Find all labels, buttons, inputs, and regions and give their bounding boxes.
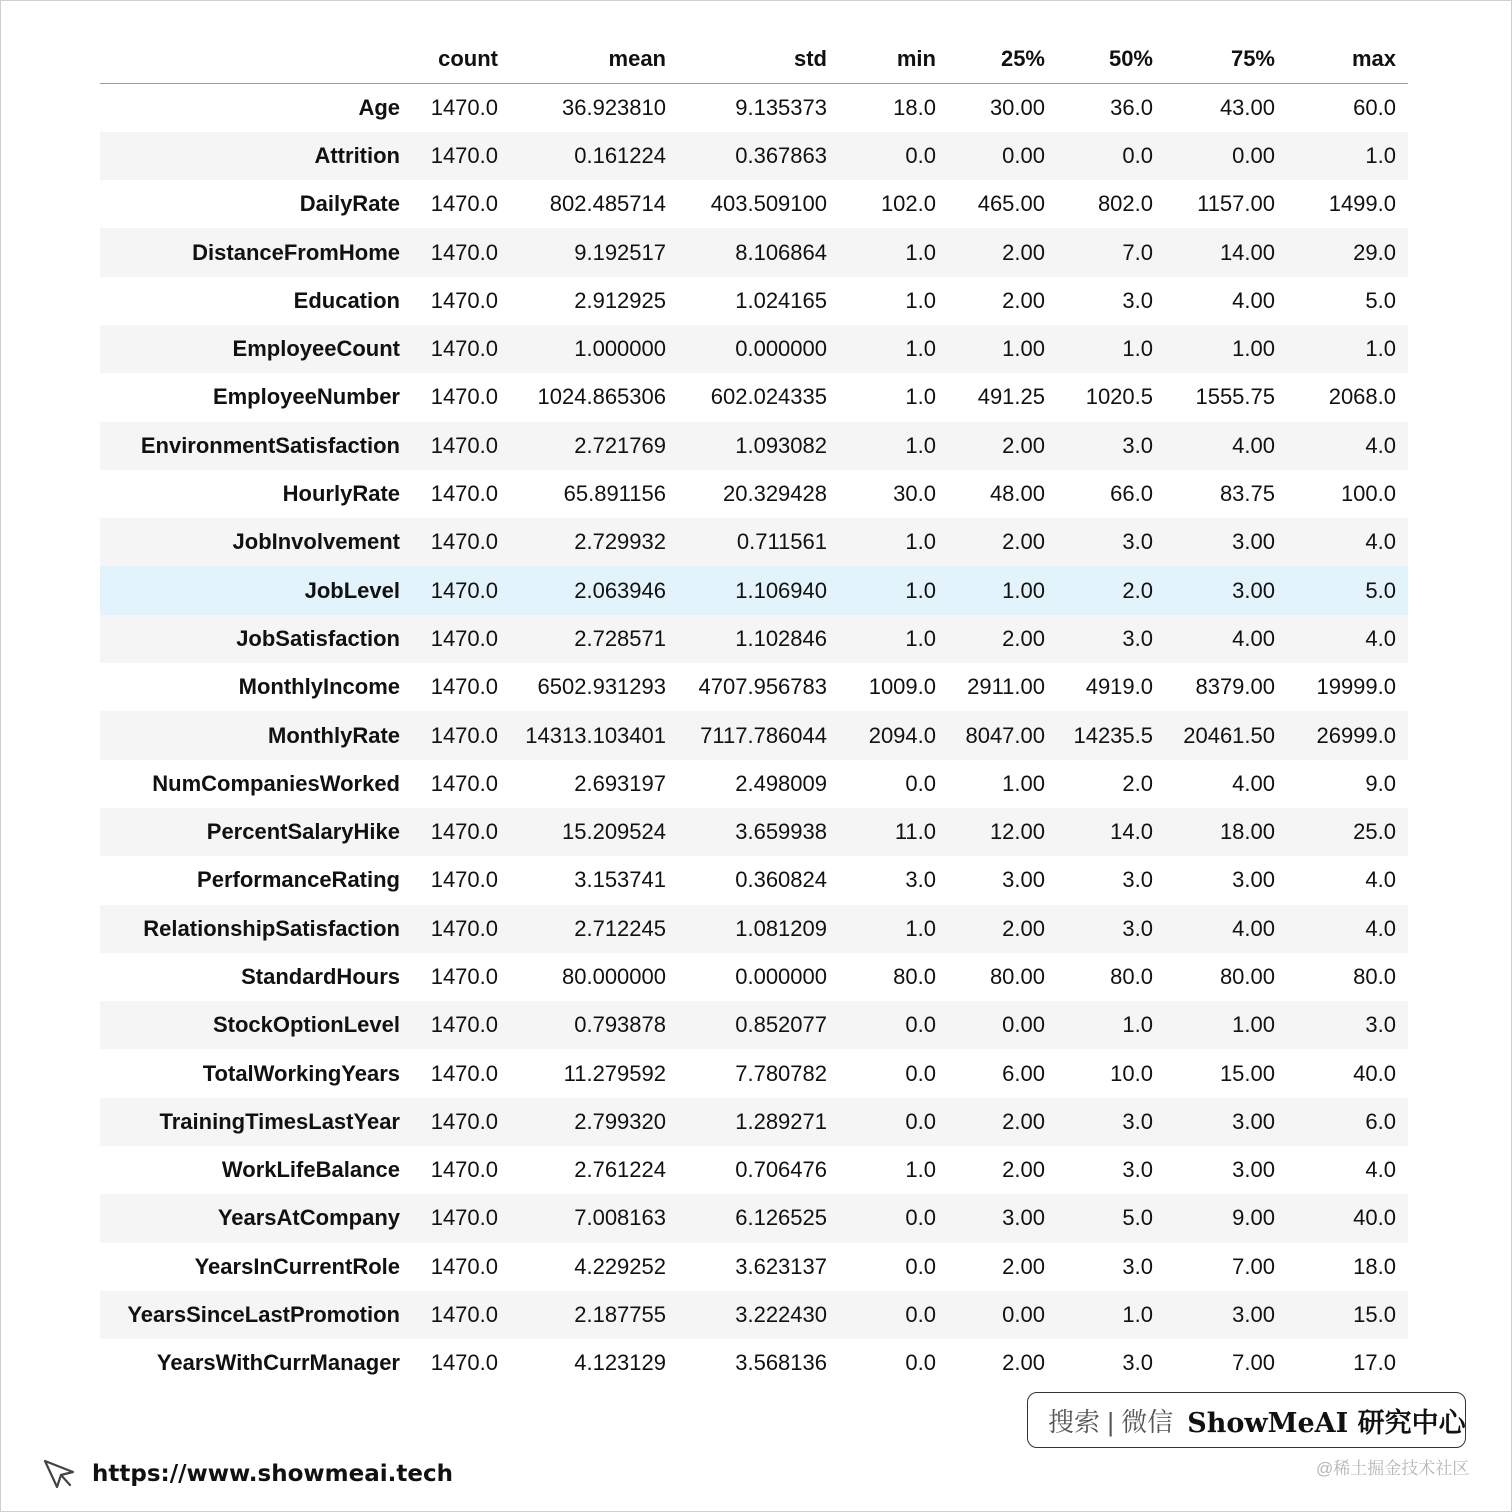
cell-std: 20.329428 [723, 481, 827, 507]
table-row [100, 373, 1408, 421]
table-row [100, 1194, 1408, 1242]
cell-count: 1470.0 [430, 1205, 498, 1231]
cell-50pct: 80.0 [1110, 963, 1153, 989]
cell-std: 7117.786044 [700, 722, 827, 748]
cell-count: 1470.0 [430, 1253, 498, 1279]
cell-25pct: 2.00 [1002, 915, 1045, 941]
row-label: EnvironmentSatisfaction [140, 432, 400, 458]
cell-75pct: 1555.75 [1195, 384, 1275, 410]
row-label: StockOptionLevel [212, 1012, 400, 1038]
cell-25pct: 2.00 [1002, 1157, 1045, 1183]
cell-50pct: 0.0 [1122, 142, 1153, 168]
cell-25pct: 2.00 [1002, 625, 1045, 651]
table-header [100, 35, 1408, 84]
cell-75pct: 4.00 [1232, 915, 1275, 941]
cell-min: 1.0 [905, 915, 936, 941]
cell-count: 1470.0 [430, 577, 498, 603]
cell-75pct: 18.00 [1219, 819, 1275, 845]
cell-count: 1470.0 [430, 239, 498, 265]
cell-mean: 11.279592 [563, 1060, 666, 1086]
cell-mean: 9.192517 [574, 239, 666, 265]
row-label: StandardHours [241, 963, 400, 989]
footer-url-link[interactable]: https://www.showmeai.tech [92, 1461, 453, 1487]
row-label: YearsWithCurrManager [156, 1350, 400, 1376]
cell-mean: 2.063946 [574, 577, 666, 603]
cell-50pct: 3.0 [1122, 287, 1153, 313]
cell-25pct: 3.00 [1002, 1205, 1045, 1231]
cell-max: 5.0 [1365, 287, 1396, 313]
cell-50pct: 3.0 [1122, 915, 1153, 941]
cell-count: 1470.0 [430, 336, 498, 362]
column-header-count: count [410, 35, 510, 84]
cell-max: 1499.0 [1328, 191, 1396, 217]
cell-25pct: 3.00 [1002, 867, 1045, 893]
cell-max: 2068.0 [1328, 384, 1396, 410]
cell-count: 1470.0 [430, 287, 498, 313]
row-label: TrainingTimesLastYear [159, 1108, 400, 1134]
cell-75pct: 3.00 [1232, 1302, 1275, 1328]
cell-50pct: 66.0 [1110, 481, 1153, 507]
row-label: WorkLifeBalance [221, 1157, 400, 1183]
column-header-mean: mean [510, 35, 678, 84]
cell-min: 102.0 [880, 191, 936, 217]
cell-mean: 2.761224 [574, 1157, 666, 1183]
cell-50pct: 3.0 [1122, 1108, 1153, 1134]
table-row [100, 1098, 1408, 1146]
cell-max: 29.0 [1353, 239, 1396, 265]
cell-25pct: 465.00 [977, 191, 1045, 217]
cell-50pct: 3.0 [1122, 867, 1153, 893]
brand-name: ShowMeAI 研究中心 [1187, 1407, 1466, 1439]
cell-count: 1470.0 [430, 94, 498, 120]
cell-25pct: 1.00 [1002, 770, 1045, 796]
cell-75pct: 4.00 [1232, 625, 1275, 651]
table-row [100, 1049, 1408, 1097]
cell-std: 3.623137 [735, 1253, 827, 1279]
row-label: JobInvolvement [232, 529, 400, 555]
cell-50pct: 1.0 [1122, 336, 1153, 362]
cell-count: 1470.0 [430, 1108, 498, 1134]
cell-max: 60.0 [1353, 94, 1396, 120]
cell-mean: 7.008163 [574, 1205, 666, 1231]
cell-50pct: 4919.0 [1085, 674, 1153, 700]
table-row [100, 277, 1408, 325]
row-label: PerformanceRating [197, 867, 400, 893]
cell-75pct: 4.00 [1232, 432, 1275, 458]
row-label: TotalWorkingYears [202, 1060, 400, 1086]
column-header-25pct: 25% [948, 35, 1057, 84]
cell-mean: 2.728571 [574, 625, 666, 651]
cell-min: 3.0 [905, 867, 936, 893]
table-row [100, 1001, 1408, 1049]
cell-mean: 4.123129 [574, 1350, 666, 1376]
cell-std: 1.024165 [735, 287, 827, 313]
cell-25pct: 80.00 [989, 963, 1045, 989]
table-row [100, 518, 1408, 566]
cell-count: 1470.0 [430, 915, 498, 941]
cell-min: 2094.0 [868, 722, 936, 748]
table-row [100, 1146, 1408, 1194]
cell-std: 0.711561 [736, 529, 827, 555]
cell-std: 8.106864 [735, 239, 827, 265]
cell-max: 1.0 [1365, 336, 1396, 362]
row-label: YearsAtCompany [217, 1205, 400, 1231]
cell-count: 1470.0 [430, 191, 498, 217]
cell-std: 2.498009 [735, 770, 827, 796]
cell-50pct: 36.0 [1110, 94, 1153, 120]
cell-75pct: 7.00 [1232, 1253, 1275, 1279]
table-row [100, 180, 1408, 228]
cell-50pct: 2.0 [1122, 577, 1153, 603]
cell-std: 1.289271 [735, 1108, 827, 1134]
cell-75pct: 1157.00 [1197, 191, 1275, 217]
cell-max: 100.0 [1340, 481, 1396, 507]
cell-75pct: 83.75 [1219, 481, 1275, 507]
cell-75pct: 4.00 [1232, 287, 1275, 313]
cell-25pct: 6.00 [1002, 1060, 1045, 1086]
cell-25pct: 2.00 [1002, 529, 1045, 555]
cell-count: 1470.0 [430, 384, 498, 410]
cell-mean: 1.000000 [574, 336, 666, 362]
cell-count: 1470.0 [430, 432, 498, 458]
cell-max: 5.0 [1365, 577, 1396, 603]
cell-mean: 3.153741 [574, 867, 666, 893]
cell-min: 0.0 [905, 1108, 936, 1134]
cell-75pct: 4.00 [1232, 770, 1275, 796]
row-label: Attrition [314, 142, 400, 168]
cell-count: 1470.0 [430, 481, 498, 507]
row-label: NumCompaniesWorked [152, 770, 400, 796]
cell-mean: 2.912925 [574, 287, 666, 313]
cell-std: 0.000000 [735, 963, 827, 989]
row-label: HourlyRate [282, 481, 400, 507]
table-row [100, 228, 1408, 276]
row-label: JobLevel [304, 577, 400, 603]
cell-75pct: 20461.50 [1183, 722, 1275, 748]
row-label: RelationshipSatisfaction [143, 915, 400, 941]
table-row [100, 808, 1408, 856]
describe-table [100, 35, 1408, 1388]
cell-std: 3.222430 [735, 1302, 827, 1328]
row-label: MonthlyIncome [238, 674, 400, 700]
cell-25pct: 8047.00 [965, 722, 1045, 748]
cell-min: 80.0 [893, 963, 936, 989]
column-header-50pct: 50% [1057, 35, 1165, 84]
cell-std: 0.000000 [735, 336, 827, 362]
cell-count: 1470.0 [430, 1350, 498, 1376]
cell-25pct: 1.00 [1002, 336, 1045, 362]
cell-25pct: 0.00 [1002, 1302, 1045, 1328]
column-header-75pct: 75% [1165, 35, 1287, 84]
cell-mean: 2.729932 [574, 529, 666, 555]
cell-max: 40.0 [1353, 1060, 1396, 1086]
cell-50pct: 14235.5 [1073, 722, 1153, 748]
cell-min: 18.0 [893, 94, 936, 120]
cell-75pct: 14.00 [1219, 239, 1275, 265]
cell-min: 0.0 [905, 1012, 936, 1038]
table-row [100, 1243, 1408, 1291]
table-row [100, 132, 1408, 180]
cell-min: 11.0 [894, 819, 936, 845]
cell-max: 4.0 [1365, 867, 1396, 893]
row-label: EmployeeNumber [212, 384, 400, 410]
cell-25pct: 2.00 [1002, 432, 1045, 458]
cell-std: 602.024335 [710, 384, 827, 410]
juejin-watermark: @稀土掘金技术社区 [1316, 1459, 1470, 1478]
cell-max: 4.0 [1365, 1157, 1396, 1183]
cell-25pct: 30.00 [989, 94, 1045, 120]
cell-75pct: 9.00 [1232, 1205, 1275, 1231]
cell-max: 25.0 [1353, 819, 1396, 845]
cell-mean: 802.485714 [549, 191, 666, 217]
cursor-icon [40, 1455, 78, 1493]
cell-max: 4.0 [1365, 432, 1396, 458]
cell-75pct: 1.00 [1232, 336, 1275, 362]
cell-75pct: 43.00 [1219, 94, 1275, 120]
cell-std: 1.106940 [735, 577, 827, 603]
cell-50pct: 1.0 [1122, 1012, 1153, 1038]
cell-50pct: 3.0 [1122, 1253, 1153, 1279]
cell-max: 4.0 [1365, 915, 1396, 941]
cell-50pct: 3.0 [1122, 1350, 1153, 1376]
cell-max: 19999.0 [1316, 674, 1396, 700]
cell-25pct: 2.00 [1002, 1253, 1045, 1279]
cell-25pct: 2.00 [1002, 1108, 1045, 1134]
cell-mean: 0.793878 [574, 1012, 666, 1038]
cell-std: 9.135373 [735, 94, 827, 120]
cell-max: 6.0 [1365, 1108, 1396, 1134]
cell-count: 1470.0 [430, 770, 498, 796]
cell-min: 1.0 [905, 1157, 936, 1183]
cell-25pct: 2.00 [1002, 287, 1045, 313]
cell-50pct: 7.0 [1122, 239, 1153, 265]
cell-min: 0.0 [905, 142, 936, 168]
cell-min: 1009.0 [868, 674, 936, 700]
cell-max: 9.0 [1365, 770, 1396, 796]
cell-std: 4707.956783 [698, 674, 827, 700]
cell-50pct: 3.0 [1122, 1157, 1153, 1183]
row-label: DistanceFromHome [192, 239, 400, 265]
cell-min: 0.0 [905, 1205, 936, 1231]
cell-50pct: 2.0 [1122, 770, 1153, 796]
cell-75pct: 3.00 [1232, 867, 1275, 893]
cell-min: 1.0 [905, 336, 936, 362]
table-row [100, 953, 1408, 1001]
cell-25pct: 491.25 [977, 384, 1045, 410]
table-row [100, 470, 1408, 518]
row-label: Education [293, 287, 400, 313]
cell-count: 1470.0 [430, 142, 498, 168]
cell-min: 1.0 [905, 529, 936, 555]
cell-min: 0.0 [905, 1060, 936, 1086]
cell-min: 1.0 [905, 432, 936, 458]
cell-75pct: 8379.00 [1195, 674, 1275, 700]
brand-search-label: 搜索 | 微信 [1048, 1406, 1174, 1437]
cell-min: 1.0 [905, 577, 936, 603]
cell-mean: 14313.103401 [525, 722, 666, 748]
cell-mean: 4.229252 [574, 1253, 666, 1279]
cell-min: 1.0 [905, 287, 936, 313]
cell-min: 0.0 [905, 1253, 936, 1279]
cell-min: 1.0 [905, 625, 936, 651]
cell-mean: 36.923810 [562, 94, 666, 120]
table-row [100, 615, 1408, 663]
cell-count: 1470.0 [430, 819, 498, 845]
cell-std: 1.093082 [735, 432, 827, 458]
cell-75pct: 3.00 [1232, 1157, 1275, 1183]
cell-max: 4.0 [1365, 529, 1396, 555]
cell-max: 18.0 [1353, 1253, 1396, 1279]
table-row [100, 711, 1408, 759]
cell-mean: 80.000000 [562, 963, 666, 989]
cell-std: 7.780782 [735, 1060, 827, 1086]
header-row [100, 35, 1408, 84]
cell-25pct: 0.00 [1002, 1012, 1045, 1038]
cell-mean: 2.693197 [574, 770, 666, 796]
row-label: MonthlyRate [268, 722, 400, 748]
table-row [100, 760, 1408, 808]
cell-50pct: 1020.5 [1085, 384, 1153, 410]
cell-75pct: 3.00 [1232, 1108, 1275, 1134]
showmeai-brand-box [1027, 1392, 1466, 1448]
cell-50pct: 1.0 [1122, 1302, 1153, 1328]
cell-mean: 1024.865306 [537, 384, 666, 410]
column-header-min: min [839, 35, 948, 84]
row-label: PercentSalaryHike [206, 819, 400, 845]
cell-75pct: 15.00 [1219, 1060, 1275, 1086]
cell-count: 1470.0 [430, 1060, 498, 1086]
cell-25pct: 2.00 [1002, 1350, 1045, 1376]
cell-max: 80.0 [1353, 963, 1396, 989]
cell-50pct: 3.0 [1122, 432, 1153, 458]
cell-75pct: 1.00 [1232, 1012, 1275, 1038]
table-row [100, 84, 1408, 132]
cell-25pct: 48.00 [989, 481, 1045, 507]
cell-75pct: 3.00 [1232, 529, 1275, 555]
cell-50pct: 3.0 [1122, 625, 1153, 651]
cell-25pct: 2911.00 [967, 674, 1045, 700]
cell-mean: 2.712245 [574, 915, 666, 941]
cell-25pct: 2.00 [1002, 239, 1045, 265]
cell-std: 1.081209 [735, 915, 827, 941]
cell-max: 1.0 [1365, 142, 1396, 168]
cell-max: 3.0 [1365, 1012, 1396, 1038]
cell-50pct: 10.0 [1110, 1060, 1153, 1086]
cell-std: 0.367863 [735, 142, 827, 168]
cell-mean: 6502.931293 [537, 674, 666, 700]
row-label: YearsSinceLastPromotion [127, 1302, 400, 1328]
cell-std: 0.706476 [735, 1157, 827, 1183]
table-row [100, 566, 1408, 614]
cell-std: 0.360824 [735, 867, 827, 893]
cell-mean: 0.161224 [574, 142, 666, 168]
cell-mean: 65.891156 [563, 481, 666, 507]
cell-mean: 2.721769 [574, 432, 666, 458]
cell-50pct: 5.0 [1122, 1205, 1153, 1231]
cell-min: 0.0 [905, 770, 936, 796]
cell-max: 40.0 [1353, 1205, 1396, 1231]
cell-std: 403.509100 [710, 191, 827, 217]
cell-75pct: 3.00 [1232, 577, 1275, 603]
cell-count: 1470.0 [430, 722, 498, 748]
cell-50pct: 3.0 [1122, 529, 1153, 555]
cell-75pct: 0.00 [1232, 142, 1275, 168]
table-body [100, 84, 1408, 1388]
cell-mean: 15.209524 [562, 819, 666, 845]
cell-50pct: 802.0 [1097, 191, 1153, 217]
cell-std: 6.126525 [735, 1205, 827, 1231]
cell-count: 1470.0 [430, 867, 498, 893]
cell-max: 26999.0 [1316, 722, 1396, 748]
table-row [100, 663, 1408, 711]
cell-25pct: 12.00 [989, 819, 1045, 845]
cell-max: 17.0 [1353, 1350, 1396, 1376]
cell-min: 0.0 [905, 1350, 936, 1376]
table-row [100, 1339, 1408, 1387]
cell-min: 1.0 [905, 384, 936, 410]
cell-std: 3.568136 [735, 1350, 827, 1376]
table-row [100, 856, 1408, 904]
cell-count: 1470.0 [430, 1302, 498, 1328]
cell-count: 1470.0 [430, 1157, 498, 1183]
row-label: YearsInCurrentRole [194, 1253, 400, 1279]
cell-count: 1470.0 [430, 1012, 498, 1038]
row-label: EmployeeCount [232, 336, 400, 362]
cell-std: 3.659938 [735, 819, 827, 845]
site-footer [40, 1455, 453, 1493]
cell-std: 1.102846 [735, 625, 827, 651]
row-label: DailyRate [299, 191, 400, 217]
cell-std: 0.852077 [735, 1012, 827, 1038]
cell-75pct: 80.00 [1219, 963, 1275, 989]
cell-max: 4.0 [1365, 625, 1396, 651]
column-header-max: max [1287, 35, 1408, 84]
cell-min: 0.0 [905, 1302, 936, 1328]
cell-25pct: 0.00 [1002, 142, 1045, 168]
cell-min: 30.0 [893, 481, 936, 507]
column-header-std: std [678, 35, 839, 84]
cell-min: 1.0 [905, 239, 936, 265]
cell-count: 1470.0 [430, 625, 498, 651]
table-row [100, 1291, 1408, 1339]
cell-count: 1470.0 [430, 963, 498, 989]
cell-75pct: 7.00 [1232, 1350, 1275, 1376]
row-label: JobSatisfaction [236, 625, 400, 651]
column-header-index [100, 35, 410, 84]
cell-max: 15.0 [1353, 1302, 1396, 1328]
cell-count: 1470.0 [430, 529, 498, 555]
table-row [100, 905, 1408, 953]
cell-50pct: 14.0 [1110, 819, 1153, 845]
row-label: Age [358, 94, 400, 120]
table-row [100, 325, 1408, 373]
table-row [100, 422, 1408, 470]
cell-count: 1470.0 [430, 674, 498, 700]
cell-mean: 2.187755 [574, 1302, 666, 1328]
cell-25pct: 1.00 [1002, 577, 1045, 603]
cell-mean: 2.799320 [574, 1108, 666, 1134]
